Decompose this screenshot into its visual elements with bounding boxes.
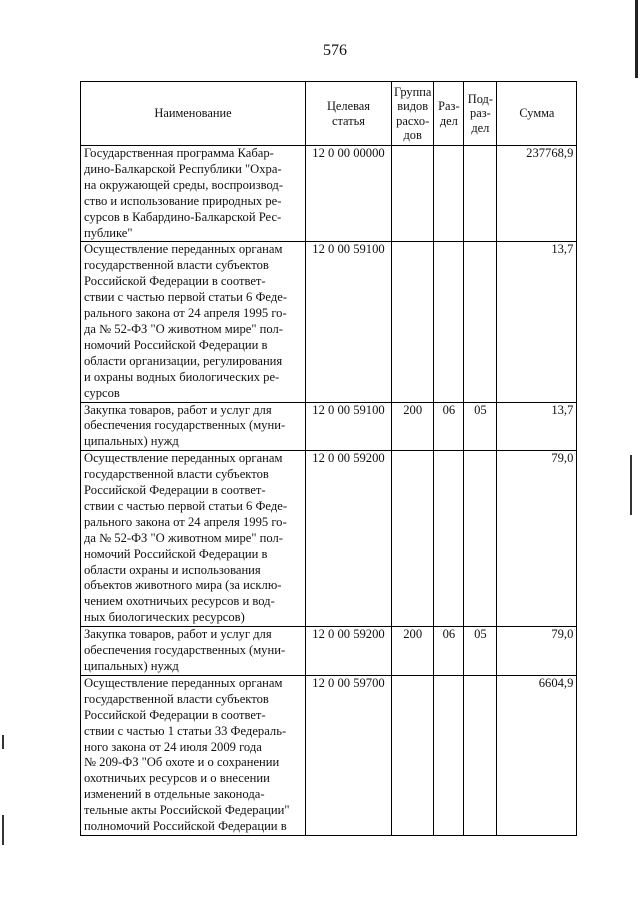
row-subsection-cell [464,451,497,627]
row-target-article-cell: 12 0 00 59100 [306,402,392,451]
row-subsection-cell: 05 [464,627,497,676]
row-section-cell [434,451,464,627]
row-subsection-cell [464,242,497,402]
row-sum-cell: 13,7 [497,242,577,402]
row-expense-group-cell [392,451,434,627]
header-subsection: Под- раз- дел [464,82,497,146]
row-sum-cell: 79,0 [497,451,577,627]
header-expense-group: Группа видов расхо- дов [392,82,434,146]
row-sum-cell: 13,7 [497,402,577,451]
scan-margin-mark [630,455,632,515]
table-row [81,451,577,627]
row-section-cell [434,146,464,242]
scan-margin-mark [2,735,4,749]
row-section-cell: 06 [434,627,464,676]
header-name: Наименование [81,82,306,146]
table-row [81,146,577,242]
row-expense-group-cell [392,146,434,242]
row-name-cell: Закупка товаров, работ и услуг для обеспечения государственных (муни- ципальных) нужд [81,627,306,676]
row-expense-group-cell [392,242,434,402]
table-header-row [81,82,577,146]
row-name-cell: Осуществление переданных органам государственной власти субъектов Российской Федерации в соответ- ствии с частью первой статьи 6 Феде- рального закона от 24 апреля 1995 го- да № 52-ФЗ "О животном мире" пол- номочий Российской Федерации в области охраны и использования объектов животного мира (за исклю- чением охотничьих ресурсов и вод- ных биологических ресурсов) [81,451,306,627]
row-name-cell: Осуществление переданных органам государственной власти субъектов Российской Федерации в соответ- ствии с частью первой статьи 6 Феде- рального закона от 24 апреля 1995 го- да № 52-ФЗ "О животном мире" пол- номочий Российской Федерации в области организации, регулирования и охраны водных биологических ре- сурсов [81,242,306,402]
row-sum-cell: 6604,9 [497,675,577,835]
row-name-cell: Закупка товаров, работ и услуг для обеспечения государственных (муни- ципальных) нужд [81,402,306,451]
scan-margin-mark [2,815,4,845]
row-target-article-cell: 12 0 00 00000 [306,146,392,242]
table-row [81,242,577,402]
table-row [81,627,577,676]
row-name-cell: Государственная программа Кабар- дино-Балкарской Республики "Охра- на окружающей среды, воспроизвод- ство и использование природных ре- сурсов в Кабардино-Балкарской Рес- публике" [81,146,306,242]
row-subsection-cell [464,146,497,242]
row-expense-group-cell: 200 [392,402,434,451]
row-section-cell [434,675,464,835]
row-expense-group-cell: 200 [392,627,434,676]
row-name-cell: Осуществление переданных органам государственной власти субъектов Российской Федерации в соответ- ствии с частью 1 статьи 33 Федераль- ного закона от 24 июля 2009 года № 209-ФЗ "Об охоте и о сохранении охотничьих ресурсов и о внесении изменений в отдельные законода- тельные акты Российской Федерации" полномочий Российской Федерации в [81,675,306,835]
scan-edge-mark [635,0,638,78]
row-target-article-cell: 12 0 00 59700 [306,675,392,835]
header-sum: Сумма [497,82,577,146]
row-section-cell [434,242,464,402]
table-row [81,675,577,835]
row-target-article-cell: 12 0 00 59200 [306,451,392,627]
budget-table [80,81,577,836]
header-section: Раз- дел [434,82,464,146]
row-target-article-cell: 12 0 00 59200 [306,627,392,676]
row-subsection-cell [464,675,497,835]
row-sum-cell: 79,0 [497,627,577,676]
header-target-article: Целевая статья [306,82,392,146]
row-section-cell: 06 [434,402,464,451]
row-subsection-cell: 05 [464,402,497,451]
row-target-article-cell: 12 0 00 59100 [306,242,392,402]
page-number: 576 [323,42,347,59]
row-expense-group-cell [392,675,434,835]
table-row [81,402,577,451]
row-sum-cell: 237768,9 [497,146,577,242]
